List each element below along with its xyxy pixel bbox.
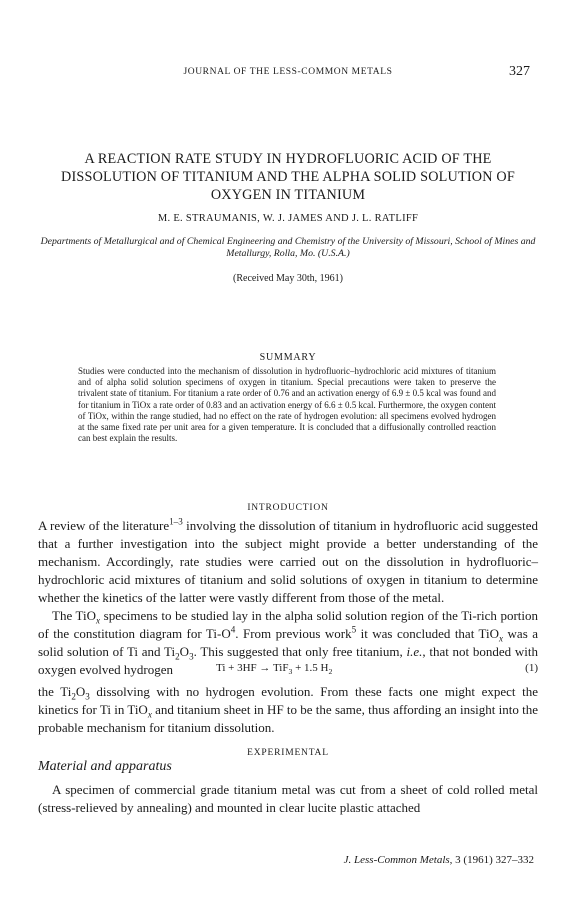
- article-title: A REACTION RATE STUDY IN HYDROFLUORIC ACID OF THE DISSOLUTION OF TITANIUM AND THE ALPHA SOLID SOLUTION OF OXYGEN IN TITANIUM: [61, 151, 515, 203]
- introduction-paragraph-1: A review of the literature$^{1-3}$ involving the dissolution of titanium in hydrofluoric acid suggested that a further investigation into the subject might provide a better understanding of the mechanism. Accordingly, rate studies were carried out on the dissolution in hydrofluoric–hydrochloric acid mixtures of titanium and solid solutions of oxygen in titanium to determine whether the kinetics of the latter were vastly different from those of the metal.: [38, 516, 538, 605]
- footer-citation: J. Less-Common Metals, 3 (1961) 327–332: [343, 854, 534, 866]
- introduction-paragraph-3: the $Ti_2O_3$ dissolving with no hydrogen evolution. From these facts one might expect the kinetics for Ti in TiO$_x$ and titanium sheet in HF to be the same, thus affording an insight into the probable mechanism for titanium dissolution.: [38, 684, 538, 735]
- page-number: 327: [509, 64, 530, 79]
- summary-text: Studies were conducted into the mechanism of dissolution in hydrofluoric–hydrochloric acid mixtures of titanium and of alpha solid solution specimens of oxygen in titanium. Special precautions were taken to preserve the trivalent state of titanium. For titanium a rate order of 0.76 and an activation energy of 6.9 ± 0.5 kcal was found and for titanium in TiOx a rate order of 0.83 and an activation energy of 6.6 ± 0.5 kcal. Furthermore, the oxygen content of TiOx, within the range studied, had no effect on the rate of hydrogen evolution: all specimens evolved hydrogen at the same fixed rate per unit area for a given temperature. It is concluded that a diffusionally controlled reaction can best explain the results.: [78, 366, 496, 444]
- reference-superscript: 1–3: [169, 516, 183, 527]
- introduction-paragraph-2: The TiO$_x$ specimens to be studied lay in the alpha solid solution region of the Ti-rich portion of the constitution diagram for $Ti-O^4$. From previous work$^5$ it was concluded that TiO$_x$ was a solid solution of Ti and $Ti_2O_3$. This suggested that only free titanium, i.e., that not bonded with oxygen evolved hydrogen: [38, 608, 538, 677]
- author-affiliation: Departments of Metallurgical and of Chemical Engineering and Chemistry of the University of Missouri, School of Mines and Metallurgy, Rolla, Mo. (U.S.A.): [40, 236, 536, 259]
- article-authors: M. E. STRAUMANIS, W. J. JAMES AND J. L. RATLIFF: [157, 213, 419, 224]
- summary-heading: SUMMARY: [259, 352, 317, 363]
- materials-subheading: Material and apparatus: [38, 759, 172, 774]
- experimental-paragraph-1: A specimen of commercial grade titanium metal was cut from a sheet of cold rolled metal (stress-relieved by annealing) and mounted in clear lucite plastic attached: [38, 782, 538, 815]
- equation-number: (1): [525, 662, 538, 674]
- running-header: JOURNAL OF THE LESS-COMMON METALS: [183, 67, 393, 77]
- equation-text: Ti + 3HF → TiF$_3$ + 1.5 $H_2$: [216, 662, 333, 677]
- experimental-heading: EXPERIMENTAL: [247, 748, 329, 758]
- introduction-heading: INTRODUCTION: [247, 503, 329, 513]
- received-date: (Received May 30th, 1961): [233, 273, 343, 284]
